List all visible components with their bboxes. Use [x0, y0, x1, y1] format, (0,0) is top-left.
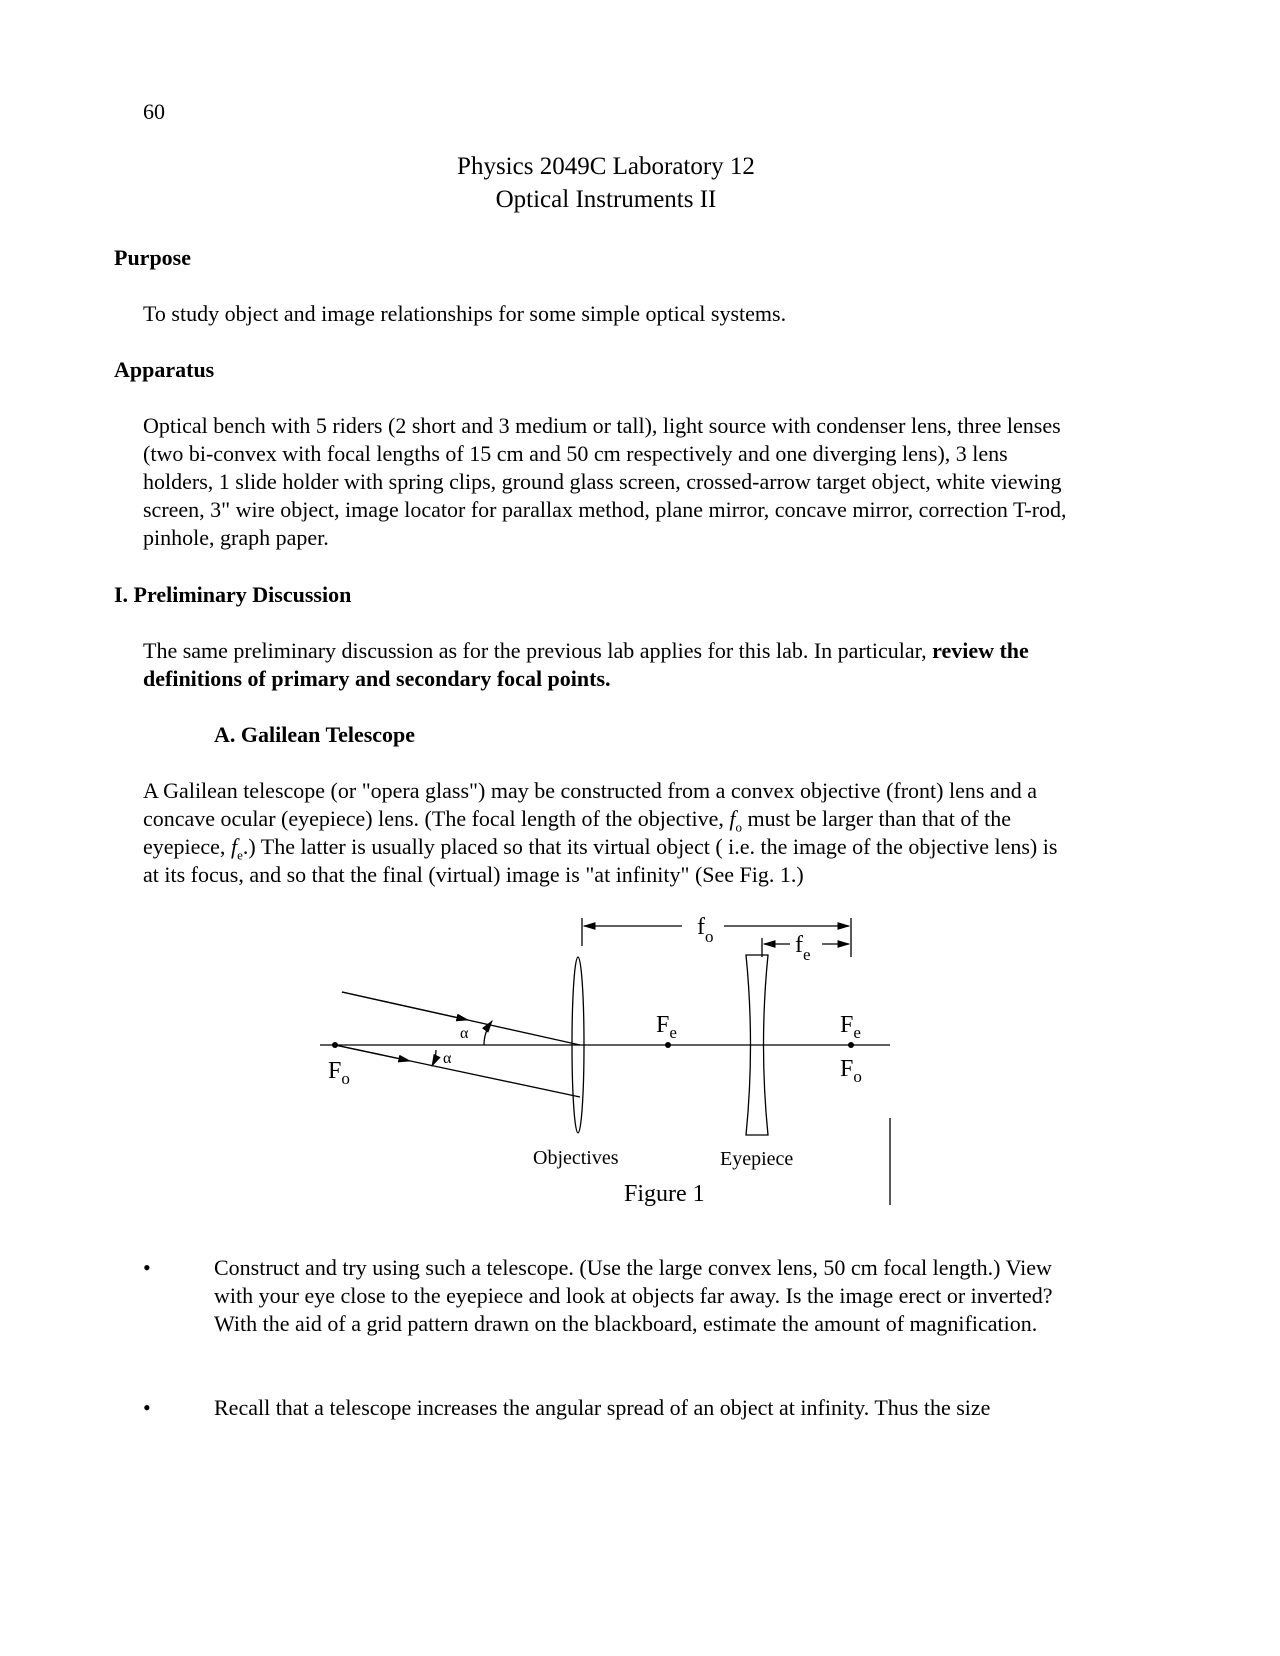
ray-lower-arrow: [335, 1045, 410, 1061]
lab-title: Physics 2049C Laboratory 12: [457, 153, 755, 180]
galilean-heading: A. Galilean Telescope: [214, 722, 416, 747]
apparatus-text: Optical bench with 5 riders (2 short and 3 medium or tall), light source with condenser lens, three lenses (two bi-convex with focal lengths of 15 cm and 50 cm respectively and one diverging lens), 3 lens holders, 1 slide holder with spring clips, ground glass screen, crossed-arrow target object, white viewing screen, 3" wire object, image locator for parallax method, plane mirror, concave mirror, correction T-rod, pinhole, graph paper.: [143, 413, 1067, 550]
bullet-2-symbol: •: [143, 1395, 151, 1420]
bullet-1-text: Construct and try using such a telescope. (Use the large convex lens, 50 cm focal length.) View with your eye close to the eyepiece and look at objects far away. Is the image erect or inverted? With the aid of a grid pattern drawn on the blackboard, estimate the amount of magnification.: [214, 1255, 1053, 1336]
fe-label-mid: $F_e$: [656, 1012, 677, 1042]
bullet-2-text: Recall that a telescope increases the angular spread of an object at infinity. Thus the size: [214, 1395, 991, 1420]
preliminary-heading: I. Preliminary Discussion: [114, 582, 352, 607]
fo-symbol: f: [729, 806, 736, 831]
page-number: 60: [143, 99, 165, 124]
fe-label-right: $F_e$: [840, 1012, 861, 1042]
fe-point: [665, 1042, 671, 1048]
galilean-text-1: A Galilean telescope (or "opera glass") may be constructed from a convex objective (front) lens and a concave ocular (eyepiece) lens. (The focal length of the objective,: [143, 778, 1037, 831]
fo-dim-label: $f_o$: [697, 914, 714, 946]
preliminary-body: The same preliminary discussion as for the previous lab applies for this lab. In particular,: [143, 638, 933, 663]
fe-sub: e: [237, 847, 243, 863]
fe-dim-label: $f_e$: [795, 932, 811, 964]
galilean-text: [143, 777, 1073, 889]
ray-upper-arrow: [342, 992, 468, 1020]
fe-symbol: f: [230, 834, 238, 859]
fo-point-left: [332, 1042, 338, 1048]
apparatus-heading: Apparatus: [114, 357, 215, 382]
alpha-lower: α: [443, 1050, 452, 1067]
fo-label-left: $F_o$: [328, 1058, 350, 1088]
figure-1-diagram: [300, 900, 910, 1220]
fo-sub: o: [735, 819, 742, 835]
angle-arc-lower: [432, 1050, 436, 1066]
fo-label-right: $F_o$: [840, 1056, 862, 1086]
galilean-text-2: must be larger than that of the eyepiece,: [143, 806, 1012, 859]
eyepiece-label: Eyepiece: [720, 1148, 794, 1170]
alpha-upper: α: [460, 1025, 469, 1042]
figure-caption: Figure 1: [624, 1181, 705, 1207]
preliminary-bold: review the definitions of primary and secondary focal points.: [143, 638, 1029, 691]
bullet-1-symbol: •: [143, 1255, 151, 1280]
objective-label: Objectives: [533, 1147, 619, 1169]
fe-fo-point-right: [848, 1042, 854, 1048]
preliminary-text: [143, 637, 1073, 693]
purpose-heading: Purpose: [114, 245, 191, 270]
galilean-text-3: .) The latter is usually placed so that its virtual object ( i.e. the image of the objective lens) is at its focus, and so that the final (virtual) image is "at infinity" (See Fig. 1.): [143, 834, 1058, 887]
purpose-text: To study object and image relationships for some simple optical systems.: [143, 301, 787, 326]
lab-subtitle: Optical Instruments II: [495, 186, 717, 213]
